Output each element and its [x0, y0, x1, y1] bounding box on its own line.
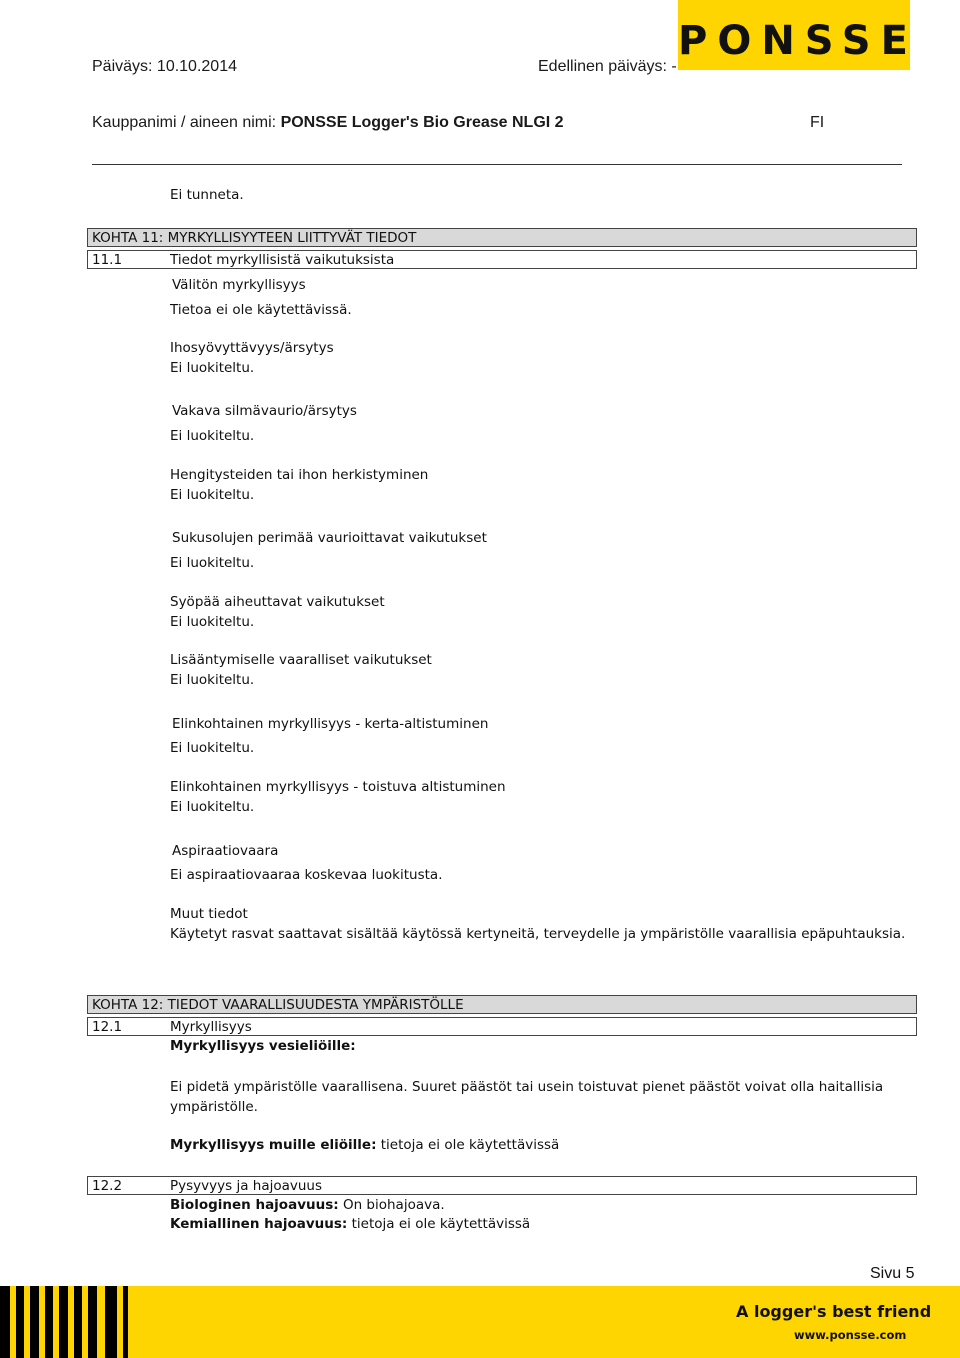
section11-1-header	[87, 250, 917, 269]
section12-2-number: 12.2	[92, 1178, 123, 1194]
footer-stripe	[0, 1286, 10, 1358]
section12-title: KOHTA 12: TIEDOT VAARALLISUUDESTA YMPÄRISTÖLLE	[92, 997, 464, 1013]
item-text: Tietoa ei ole käytettävissä.	[170, 302, 352, 318]
section11-1-title: Tiedot myrkyllisistä vaikutuksista	[170, 252, 395, 268]
aquatic-toxicity-text: Ei pidetä ympäristölle vaarallisena. Suuret päästöt tai usein toistuvat pienet päästöt voivat olla haitallisia ympäristölle.	[170, 1079, 884, 1115]
biodegradability-line	[170, 1197, 445, 1213]
item-heading: Syöpää aiheuttavat vaikutukset	[170, 594, 385, 610]
item-heading: Elinkohtainen myrkyllisyys - kerta-altistuminen	[172, 716, 489, 732]
trade-name: PONSSE Logger's Bio Grease NLGI 2	[280, 114, 564, 131]
trade-name-line	[92, 114, 564, 132]
item-text: Ei luokiteltu.	[170, 614, 255, 630]
logo-text: PONSSE	[678, 18, 918, 64]
section11-title: KOHTA 11: MYRKYLLISYYTEEN LIITTYVÄT TIEDOT	[92, 230, 417, 246]
aquatic-toxicity-heading: Myrkyllisyys vesieliöille:	[170, 1038, 356, 1054]
footer-stripe	[30, 1286, 39, 1358]
footer-stripe	[123, 1286, 128, 1358]
item-heading: Vakava silmävaurio/ärsytys	[172, 403, 357, 419]
footer-stripe	[45, 1286, 53, 1358]
footer-banner	[0, 1286, 960, 1358]
footer-stripe	[88, 1286, 97, 1358]
section11-header	[87, 228, 917, 247]
footer-stripe	[16, 1286, 24, 1358]
chemical-degradability-value: tietoja ei ole käytettävissä	[351, 1216, 531, 1232]
item-heading: Muut tiedot	[170, 906, 248, 922]
issue-date: Päiväys: 10.10.2014	[92, 58, 237, 75]
item-heading: Sukusolujen perimää vaurioittavat vaikutukset	[172, 530, 487, 546]
item-text: Ei aspiraatiovaaraa koskevaa luokitusta.	[170, 867, 443, 883]
biodegradability-value: On biohajoava.	[342, 1197, 445, 1213]
item-text: Ei luokiteltu.	[170, 487, 255, 503]
item-heading: Hengitysteiden tai ihon herkistyminen	[170, 467, 429, 483]
other-organisms-line	[170, 1137, 559, 1153]
item-heading: Ihosyövyttävyys/ärsytys	[170, 340, 334, 356]
other-organisms-label: Myrkyllisyys muille eliöille:	[170, 1137, 377, 1153]
trade-name-label: Kauppanimi / aineen nimi:	[92, 114, 277, 131]
section12-header	[87, 995, 917, 1014]
language-code: FI	[810, 114, 825, 131]
item-text: Ei luokiteltu.	[170, 799, 255, 815]
footer-slogan: A logger's best friend	[736, 1302, 932, 1321]
footer-stripe	[74, 1286, 82, 1358]
item-text: Ei luokiteltu.	[170, 672, 255, 688]
item-text: Ei luokiteltu.	[170, 428, 255, 444]
section12-2-title: Pysyvyys ja hajoavuus	[170, 1178, 323, 1194]
item-heading: Välitön myrkyllisyys	[172, 277, 306, 293]
section12-1-header	[87, 1017, 917, 1036]
item-text: Käytetyt rasvat saattavat sisältää käytössä kertyneitä, terveydelle ja ympäristölle vaarallisia epäpuhtauksia.	[170, 926, 906, 942]
header-divider	[92, 164, 902, 165]
section11-1-number: 11.1	[92, 252, 123, 268]
chemical-degradability-line	[170, 1216, 530, 1232]
section12-2-header	[87, 1176, 917, 1195]
chemical-degradability-label: Kemiallinen hajoavuus:	[170, 1216, 348, 1232]
biodegradability-label: Biologinen hajoavuus:	[170, 1197, 339, 1213]
other-organisms-value: tietoja ei ole käytettävissä	[380, 1137, 560, 1153]
item-text: Ei luokiteltu.	[170, 740, 255, 756]
ponsse-logo	[678, 0, 918, 70]
item-text: Ei luokiteltu.	[170, 555, 255, 571]
section12-1-number: 12.1	[92, 1019, 123, 1035]
footer-url: www.ponsse.com	[794, 1328, 907, 1342]
footer-stripe	[105, 1286, 117, 1358]
item-heading: Elinkohtainen myrkyllisyys - toistuva altistuminen	[170, 779, 506, 795]
page-number: Sivu 5	[870, 1265, 915, 1282]
item-text: Ei luokiteltu.	[170, 360, 255, 376]
item-heading: Lisääntymiselle vaaralliset vaikutukset	[170, 652, 432, 668]
previous-date: Edellinen päiväys: -	[538, 58, 677, 75]
intro-text: Ei tunneta.	[170, 187, 244, 203]
item-heading: Aspiraatiovaara	[172, 843, 279, 859]
footer-stripe	[59, 1286, 68, 1358]
section12-1-title: Myrkyllisyys	[170, 1019, 252, 1035]
